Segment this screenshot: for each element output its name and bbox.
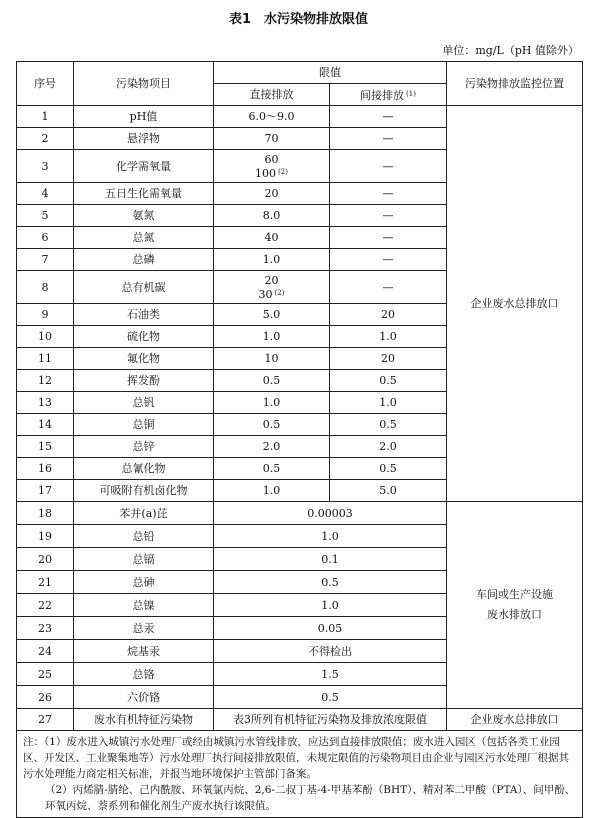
pollutant-name: 总汞 [74,617,214,640]
pollutant-name: 总氮 [74,227,214,249]
row-number: 12 [17,370,74,392]
pollutant-name: 总铜 [74,414,214,436]
pollutant-name: 苯并(a)芘 [74,502,214,525]
row-number: 7 [17,249,74,271]
table-row [17,502,583,525]
direct-limit: 1.0 [214,392,330,414]
pollutant-name: 硫化物 [74,326,214,348]
row-number: 17 [17,480,74,502]
pollutant-name: 总氰化物 [74,458,214,480]
header-pollutant: 污染物项目 [74,62,214,106]
direct-limit: 10 [214,348,330,370]
limit-value: 0.00003 [214,502,447,525]
row-number: 2 [17,128,74,150]
pollutant-name: 六价铬 [74,686,214,709]
row-number: 25 [17,663,74,686]
row-number: 18 [17,502,74,525]
row-number: 8 [17,271,74,304]
indirect-limit: 2.0 [330,436,447,458]
row-number: 10 [17,326,74,348]
emission-limits-table [16,61,583,818]
monitoring-location: 车间或生产设施 废水排放口 [447,502,583,709]
header-location: 污染物排放监控位置 [447,62,583,106]
pollutant-name: 总锌 [74,436,214,458]
header-direct: 直接排放 [214,84,330,106]
direct-limit: 20 [214,183,330,205]
row-number: 15 [17,436,74,458]
direct-limit: 6.0～9.0 [214,106,330,128]
row-number: 21 [17,571,74,594]
row-number: 5 [17,205,74,227]
row-number: 3 [17,150,74,183]
limit-value: 1.5 [214,663,447,686]
note-1: 注：（1）废水进入城镇污水处理厂或经由城镇污水管线排放，应达到直接排放限值；废水进入园区（包括各类工业园区、开发区、工业聚集地等）污水处理厂执行间接排放限值，未规定限值的污染物项目由企业与园区污水处理厂根据其污水处理能力商定相关标准，并报当地环境保护主管部门备案。 [23,736,569,780]
limit-value: 0.1 [214,548,447,571]
limit-value: 表3所列有机特征污染物及排放浓度限值 [214,709,447,731]
indirect-limit: 20 [330,348,447,370]
pollutant-name: 总磷 [74,249,214,271]
pollutant-name: 总砷 [74,571,214,594]
pollutant-name: 氨氮 [74,205,214,227]
direct-limit: 1.0 [214,480,330,502]
pollutant-name: 挥发酚 [74,370,214,392]
limit-value: 不得检出 [214,640,447,663]
table-title: 表1 水污染物排放限值 [228,12,369,27]
indirect-limit: — [330,227,447,249]
pollutant-name: 化学需氧量 [74,150,214,183]
pollutant-name: 石油类 [74,304,214,326]
monitoring-location: 企业废水总排放口 [447,106,583,502]
pollutant-name: 总有机碳 [74,271,214,304]
pollutant-name: 可吸附有机卤化物 [74,480,214,502]
limit-value: 1.0 [214,594,447,617]
indirect-limit: 0.5 [330,458,447,480]
row-number: 1 [17,106,74,128]
row-number: 24 [17,640,74,663]
header-limit: 限值 [214,62,447,84]
direct-limit: 40 [214,227,330,249]
pollutant-name: pH值 [74,106,214,128]
row-number: 9 [17,304,74,326]
limit-value: 0.5 [214,686,447,709]
table-row [17,106,583,128]
indirect-limit: — [330,249,447,271]
direct-limit: 1.0 [214,249,330,271]
pollutant-name: 烷基汞 [74,640,214,663]
notes-row [17,731,583,818]
direct-limit: 0.5 [214,370,330,392]
header-seq: 序号 [17,62,74,106]
direct-limit: 60 100 $^{(2)}$ [214,150,330,183]
row-number: 26 [17,686,74,709]
limit-value: 0.05 [214,617,447,640]
row-number: 19 [17,525,74,548]
pollutant-name: 总镍 [74,594,214,617]
monitoring-location: 企业废水总排放口 [447,709,583,731]
row-number: 14 [17,414,74,436]
pollutant-name: 总钒 [74,392,214,414]
indirect-limit: 0.5 [330,370,447,392]
indirect-limit: 20 [330,304,447,326]
indirect-limit: 0.5 [330,414,447,436]
limit-value: 1.0 [214,525,447,548]
direct-limit: 8.0 [214,205,330,227]
row-number: 6 [17,227,74,249]
row-number: 11 [17,348,74,370]
direct-limit: 70 [214,128,330,150]
direct-limit: 0.5 [214,458,330,480]
indirect-limit: — [330,183,447,205]
pollutant-name: 总镉 [74,548,214,571]
indirect-limit: — [330,128,447,150]
row-number: 13 [17,392,74,414]
pollutant-name: 氟化物 [74,348,214,370]
table-notes [17,731,583,818]
indirect-limit: — [330,106,447,128]
pollutant-name: 废水有机特征污染物 [74,709,214,731]
row-number: 27 [17,709,74,731]
direct-limit: 20 30 $^{(2)}$ [214,271,330,304]
indirect-limit: — [330,205,447,227]
header-indirect: 间接排放 $^{(1)}$ [330,84,447,106]
pollutant-name: 总铬 [74,663,214,686]
pollutant-name: 五日生化需氧量 [74,183,214,205]
row-number: 16 [17,458,74,480]
pollutant-name: 悬浮物 [74,128,214,150]
indirect-limit: — [330,150,447,183]
row-number: 23 [17,617,74,640]
indirect-limit: 1.0 [330,326,447,348]
row-number: 22 [17,594,74,617]
direct-limit: 1.0 [214,326,330,348]
row-number: 20 [17,548,74,571]
note-2: （2）丙烯腈-腈纶、己内酰胺、环氧氯丙烷、2,6-二叔丁基-4-甲基苯酚（BHT）、精对苯二甲酸（PTA）、间甲酚、环氧丙烷、萘系列和催化剂生产废水执行该限值。 [45,784,576,812]
direct-limit: 2.0 [214,436,330,458]
indirect-limit: — [330,271,447,304]
indirect-limit: 5.0 [330,480,447,502]
row-number: 4 [17,183,74,205]
table-row [17,709,583,731]
pollutant-name: 总铅 [74,525,214,548]
unit-note: 单位：mg/L（pH 值除外） [442,44,579,57]
direct-limit: 0.5 [214,414,330,436]
indirect-limit: 1.0 [330,392,447,414]
direct-limit: 5.0 [214,304,330,326]
limit-value: 0.5 [214,571,447,594]
